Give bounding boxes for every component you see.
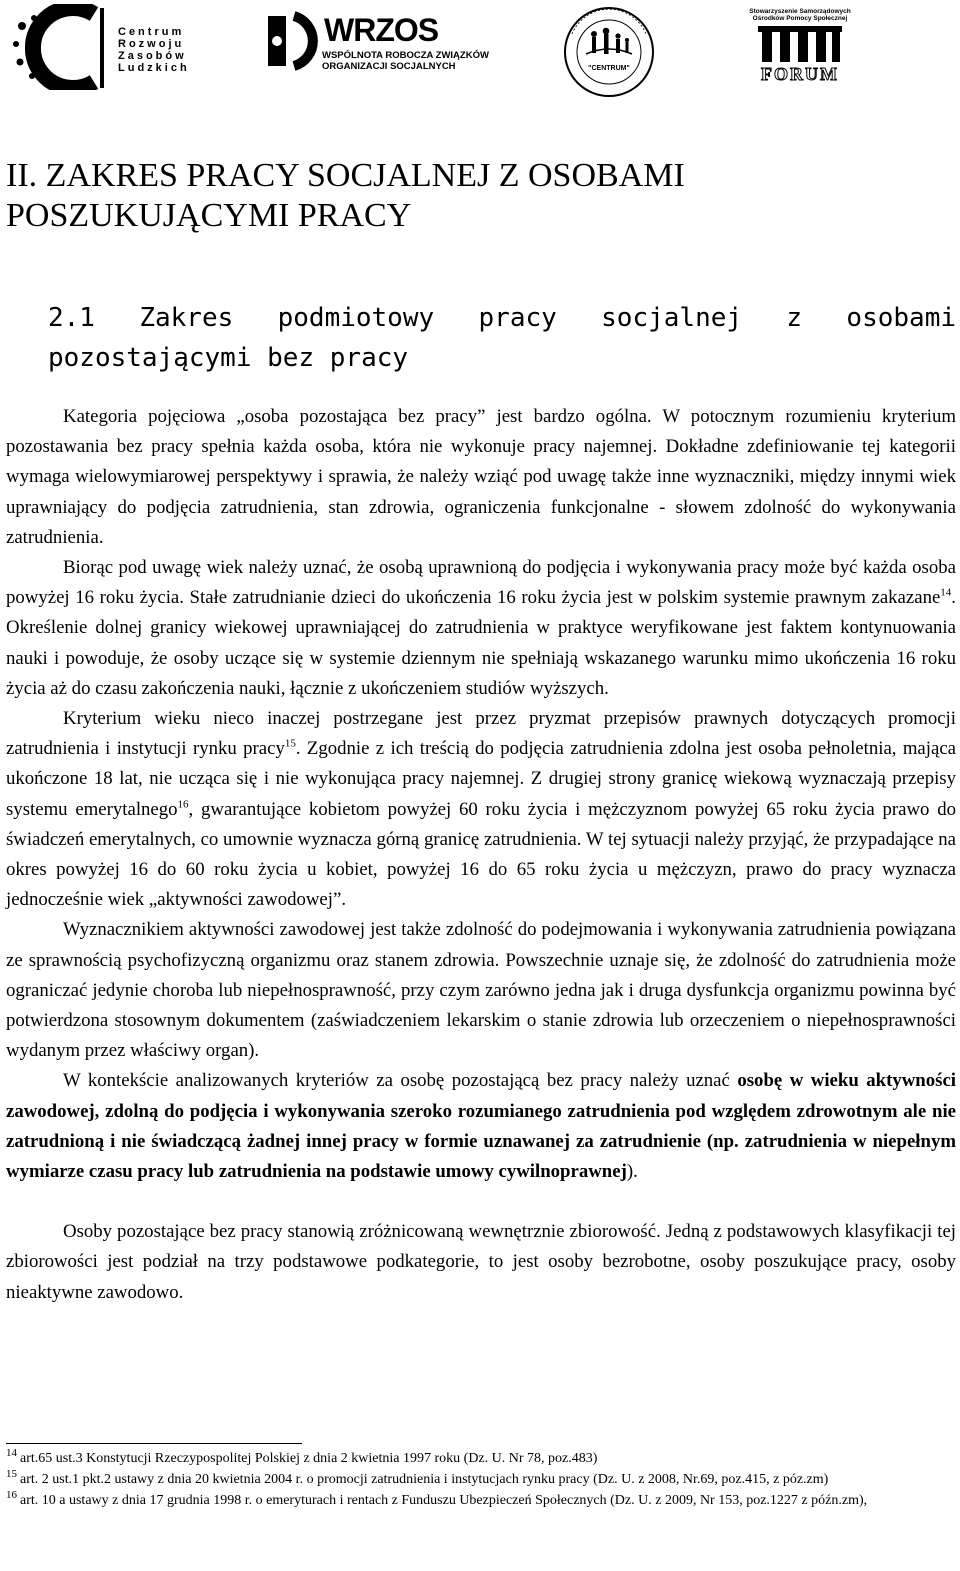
paragraph: Kategoria pojęciowa „osoba pozostająca bez pracy” jest bardzo ogólna. W potocznym rozumieniu kryterium pozostawania bez pracy spełnia każda osoba, która nie wykonuje pracy najemnej. Dokładne zdefiniowanie tej kategorii wymaga wielowymiarowej perspektywy i sprawia, że należy wziąć pod uwagę także inne wyznaczniki, między innymi wiek uprawniający do podjęcia zatrudnienia, stan zdrowia, ograniczenia funkcjonalne - słowem zdolność do wykonywania zatrudnienia.: [6, 406, 956, 548]
footnote-number: 15: [6, 1468, 17, 1480]
footnote-ref[interactable]: 14: [940, 586, 952, 599]
wrzos-subtitle-line: WSPÓLNOTA ROBOCZA ZWIĄZKÓW: [322, 50, 489, 61]
footnote-separator: [6, 1443, 302, 1444]
section-title-word: pracy: [478, 303, 557, 333]
paragraph: [6, 704, 956, 915]
footnote-text: art.65 ust.3 Konstytucji Rzeczypospolitej Polskiej z dnia 2 kwietnia 1997 roku (Dz. U. Nr 78, poz.483): [20, 1451, 598, 1466]
footnote-text: art. 10 a ustawy z dnia 17 grudnia 1998 r. o emeryturach i rentach z Funduszu Ubezpieczeń Społecznych (Dz. U. z 2009, Nr 153, poz.1227 z późn.zm),: [20, 1493, 868, 1508]
footnote-text: art. 2 ust.1 pkt.2 ustawy z dnia 20 kwietnia 2004 r. o promocji zatrudnienia i instytucjach rynku pracy (Dz. U. z 2008, Nr.69, poz.415, z póz.zm): [20, 1472, 829, 1487]
centrum-seal-logo: [556, 4, 662, 100]
forum-caption-line: Ośrodków Pomocy Społecznej: [752, 15, 848, 22]
forum-wordmark: FORUM: [761, 64, 839, 84]
document-body: [6, 402, 956, 1308]
paragraph-text: . Określenie dolnej granicy wiekowej uprawniającej do zatrudnienia w praktyce weryfikowane jest faktem kontynuowania nauki i powoduje, że osoby uczące się w systemie dziennym nie spełniają wskazanego warunku mimo ukończenia 16 roku życia aż do czasu zakończenia nauki, łącznie z ukończeniem studiów wyższych.: [6, 587, 956, 699]
footnotes: [6, 1447, 956, 1513]
wrzos-name: WRZOS: [324, 12, 439, 48]
section-title-word: Zakres: [139, 303, 234, 333]
section-title-word: osobami: [846, 303, 956, 333]
section-title-word: z: [786, 303, 803, 333]
section-title-word: socjalnej: [601, 303, 743, 333]
paragraph-text: Biorąc pod uwagę wiek należy uznać, że osobą uprawnioną do podjęcia i wykonywania pracy może być każda osoba powyżej 16 roku życia. Stałe zatrudnianie dzieci do ukończenia 16 roku życia jest w polskim systemie prawnym zakazane: [6, 557, 956, 609]
crzl-c-mark-icon: [6, 4, 116, 90]
forum-logo: [746, 6, 854, 84]
chapter-title-line: POSZUKUJĄCYMI PRACY: [6, 197, 412, 234]
paragraph: Osoby pozostające bez pracy stanowią zróżnicowaną wewnętrznie zbiorowość. Jedną z podstawowych klasyfikacji tej zbiorowości jest podział na trzy podstawowe podkategorie, to jest osoby bezrobotne, osoby poszukujące pracy, osoby nieaktywne zawodowo.: [6, 1221, 956, 1303]
centrum-seal-icon: [556, 4, 662, 100]
paragraph-text: ).: [626, 1161, 638, 1183]
paragraph-text: W kontekście analizowanych kryteriów za osobę pozostającą bez pracy należy uznać: [63, 1070, 738, 1092]
crzl-line: Ludzkich: [118, 62, 190, 74]
paragraph-gap: [6, 1187, 956, 1217]
footnote-ref[interactable]: 16: [177, 798, 189, 811]
paragraph-text: , gwarantujące kobietom powyżej 60 roku życia i mężczyznom powyżej 65 roku życia prawo do świadczeń emerytalnych, co umownie wyznacza górną granicę zatrudnienia. W tej sytuacji należy przyjąć, że przypadające na okres powyżej 16 do 60 roku życia u kobiet, powyżej 16 do 65 roku życia u mężczyzn, prawo do pracy wyznacza jednocześnie wiek „aktywności zawodowej”.: [6, 798, 956, 911]
chapter-title: [6, 156, 906, 236]
footnote: [6, 1489, 956, 1510]
wrzos-logo: [264, 10, 489, 80]
paragraph-text: . Zgodnie z ich treścią do podjęcia zatrudnienia zdolna jest osoba pełnoletnia, mająca ukończone 18 lat, nie ucząca się i nie wykonująca pracy najemnej. Z drugiej strony granicę wiekową wyznaczają przepisy systemu emerytalnego: [6, 738, 956, 820]
forum-caption-line: Stowarzyszenie Samorządowych: [749, 8, 851, 15]
paragraph-text: Kryterium wieku nieco inaczej postrzegane jest przez pryzmat przepisów prawnych dotyczących promocji zatrudnienia i instytucji rynku pracy: [6, 708, 956, 760]
footnote-number: 16: [6, 1489, 17, 1501]
wrzos-subtitle: [322, 50, 489, 72]
section-title-word: 2.1: [48, 303, 95, 333]
crzl-line: Zasobów: [118, 50, 187, 62]
paragraph: Wyznacznikiem aktywności zawodowej jest także zdolność do podejmowania i wykonywania zatrudnienia powiązana ze sprawnością psychofizyczną organizmu oraz stanem zdrowia. Powszechnie uznaje się, że zdolność do zatrudnienia może ograniczać jedynie choroba lub niepełnosprawność, przy czym zarówno jedna jak i druga dysfunkcja organizmu powinna być potwierdzona stosownym dokumentem (zaświadczeniem lekarskim o stanie zdrowia lub orzeczeniem o niepełnosprawności wydanym przez właściwy organ).: [6, 919, 956, 1062]
header-logos: [0, 0, 960, 100]
paragraph: [6, 553, 956, 704]
section-title: [48, 298, 956, 378]
wrzos-subtitle-line: ORGANIZACJI SOCJALNYCH: [322, 61, 456, 72]
section-title-line: [48, 298, 956, 338]
paragraph-bold-text: osobę w wieku aktywności zawodowej, zdolną do podjęcia i wykonywania szeroko rozumianego zatrudnienia pod względem zdrowotnym ale nie zatrudnioną i nie świadczącą żadnej innej pracy w formie uznawanej za zatrudnienie (np. zatrudnienia w niepełnym wymiarze czasu pracy lub zatrudnienia na podstawie umowy cywilnoprawnej: [6, 1070, 957, 1183]
crzl-logo: [6, 4, 206, 90]
section-title-line: pozostającymi bez pracy: [48, 343, 409, 373]
crzl-line: Rozwoju: [118, 38, 185, 50]
section-title-word: podmiotowy: [277, 303, 435, 333]
footnote: [6, 1468, 956, 1489]
footnote: [6, 1447, 956, 1468]
crzl-line: Centrum: [118, 26, 185, 38]
wrzos-mark-icon: [264, 10, 320, 72]
chapter-title-line: II. ZAKRES PRACY SOCJALNEJ Z OSOBAMI: [6, 157, 685, 194]
footnote-number: 14: [6, 1447, 17, 1459]
crzl-logo-text: [118, 26, 190, 74]
footnote-ref[interactable]: 15: [284, 737, 296, 750]
centrum-seal-label: "CENTRUM": [588, 65, 630, 72]
paragraph: [6, 1066, 956, 1187]
